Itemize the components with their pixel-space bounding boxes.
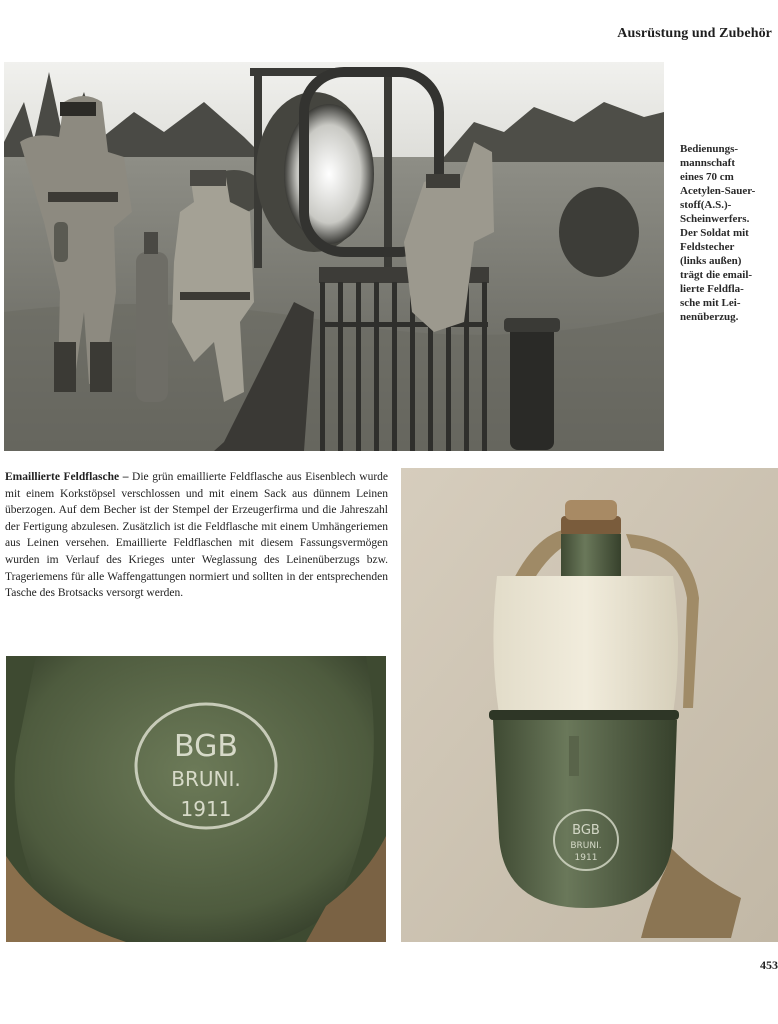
canteen-stamp-line3: 1911	[574, 853, 598, 863]
caption-line: eines 70 cm	[680, 171, 734, 183]
stamp-text-line3: 1911	[180, 797, 232, 821]
article-body: Die grün emaillierte Feldflasche aus Eisenblech wurde mit einem Korkstöpsel verschlossen und mit einem Sack aus dünnem Leinen überzogen. Auf dem Becher ist der Stempel der Erzeugerfirma und die Jahreszahl der Fertigung abzulesen. Zusätzlich ist die Feldflasche mit einem Umhängeriemen aus Leinen versehen. Emaillierte Feldflaschen mit diesem Fassungsvermögen wurden im Verlauf des Krieges unter Weglassung des Leinenüberzugs bzw. Trageriemens für alle Waffengattungen normiert und sollten in der entsprechenden Tasche des Brotsacks versorgt werden.	[5, 471, 389, 600]
canteen-photo	[401, 468, 778, 942]
caption-line: stoff(A.S.)-	[680, 199, 732, 211]
caption-line: Der Soldat mit	[680, 227, 749, 239]
caption-line: trägt die email-	[680, 269, 753, 281]
canteen-stamp-line1: BGB	[572, 823, 600, 838]
photo-caption	[680, 142, 776, 324]
stamp-closeup-photo	[6, 656, 386, 942]
caption-line: Acetylen-Sauer-	[680, 185, 756, 197]
caption-line: Bedienungs-	[680, 143, 739, 155]
stamp-text-line1: BGB	[174, 729, 238, 764]
caption-line: mannschaft	[680, 157, 736, 169]
canteen-stamp-line2: BRUNI.	[570, 841, 602, 851]
caption-line: Scheinwerfers.	[680, 213, 750, 225]
caption-line: nenüberzug.	[680, 311, 739, 323]
caption-line: Feldstecher	[680, 241, 735, 253]
caption-line: lierte Feldfla-	[680, 283, 744, 295]
caption-line: sche mit Lei-	[680, 297, 741, 309]
caption-line: (links außen)	[680, 255, 742, 267]
article-heading: Emaillierte Feldflasche –	[5, 471, 129, 483]
page-number: 453	[760, 958, 778, 972]
searchlight-crew-photo	[4, 62, 664, 451]
running-header: Ausrüstung und Zubehör	[617, 26, 772, 41]
article-paragraph	[5, 469, 388, 602]
stamp-text-line2: BRUNI.	[171, 767, 241, 791]
